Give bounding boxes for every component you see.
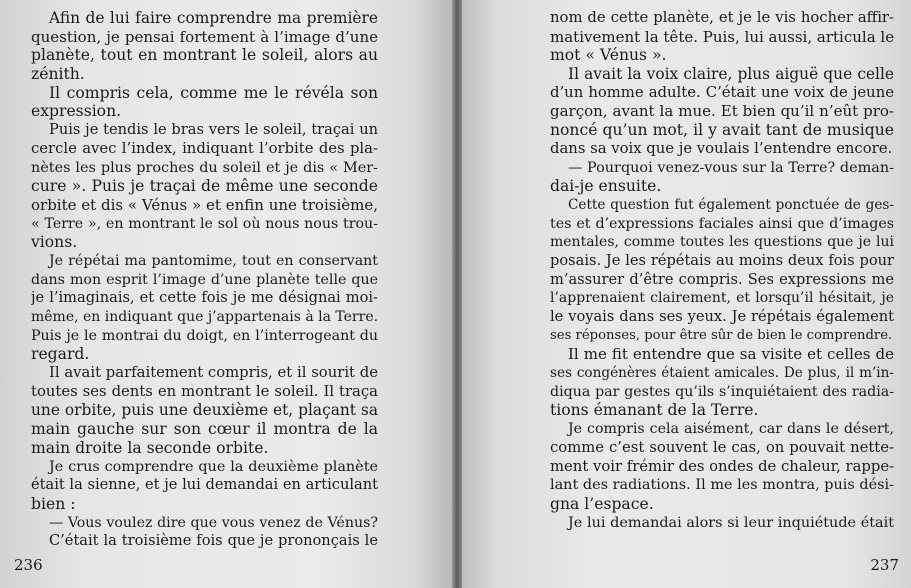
text-line: Puis je le montrai du doigt, en l’interrogeant du [31,327,378,344]
text-line: C’était la troisième fois que je prononçais le [49,532,378,550]
text-line: Il compris cela, comme me le révéla son [49,83,378,102]
text-line: cercle avec l’index, indiquant l’orbite des pla- [31,139,378,157]
text-line: garçon, avant la mue. Et bien qu’il n’eût pro- [550,102,894,121]
text-line: regard. [31,345,90,364]
text-line: comme c’est souvent le cas, on pouvait nette- [550,438,894,456]
text-line: même, en indiquant que j’appartenais à la Terre. [31,309,378,325]
text-line: l’apprenaient clairement, et lorsqu’il hésitait, je [550,290,894,307]
text-line: posais. Je les répétais au moins deux fois pour [550,251,894,269]
text-line: noncé qu’un mot, il y avait tant de musique [550,121,894,140]
text-line: ses réponses, pour être sûr de bien le comprendre. [550,327,893,343]
right-page-text [550,9,894,532]
text-line: Il avait parfaitement compris, et il sourit de [49,364,378,382]
text-line: une orbite, puis une deuxième et, plaçant sa [31,401,378,420]
text-line: Je compris cela aisément, car dans le désert, [568,421,894,438]
text-line: mativement la tête. Puis, lui aussi, articula le [550,27,894,46]
text-line: Je crus comprendre que la deuxième planète [49,458,378,475]
text-line: cure ». Puis je traçai de même une seconde [31,177,378,196]
text-line: zénith. [31,65,85,84]
text-line: m’assurer d’être compris. Ses expressions me [550,270,894,288]
text-line: main droite la seconde orbite. [31,438,269,457]
text-line: ses congénères étaient amicales. De plus, il m’in- [550,365,894,382]
text-line: lant des radiations. Il me les montra, puis dési- [550,477,894,494]
text-line: tes et d’expressions faciales ainsi que d’images [550,215,894,232]
text-line: tions émanant de la Terre. [550,401,759,420]
text-line: main gauche sur son cœur il montra de la [31,420,378,439]
text-line: Puis je tendis le bras vers le soleil, traçai un [49,121,378,139]
text-line: dans sa voix que je voulais l’entendre encore. [550,139,893,157]
book-gutter [452,0,462,588]
text-line: nètes les plus proches du soleil et je dis « Mer- [31,159,378,176]
text-line: mot « Vénus ». [550,46,667,65]
text-line: ment voir frémir des ondes de chaleur, rappe- [550,457,894,475]
text-line: d’un homme adulte. C’était une voix de jeune [550,83,894,101]
text-line: dans mon esprit l’image d’une planète telle que [31,271,378,288]
left-page-text [31,9,378,551]
text-line: Je lui demandai alors si leur inquiétude était [568,514,894,531]
text-line: mentales, comme toutes les questions que je lui [550,234,894,251]
text-line: diqua par gestes qu’ils s’inquiétaient des radia- [550,383,894,400]
text-line: dai-je ensuite. [550,177,662,196]
text-line: orbite et dis « Vénus » et enfin une troisième, [31,195,378,214]
text-line: toutes ses dents en montrant le soleil. Il traça [31,382,378,400]
text-line: était la sienne, et je lui demandai en articulant [31,476,378,494]
text-line: « Terre », en montrant le sol où nous nous trou- [31,215,378,232]
left-page [0,0,452,588]
left-page-number: 236 [14,556,43,574]
text-line: je l’imaginais, et cette fois je me désignai moi- [31,289,378,307]
text-line: gna l’espace. [550,494,654,513]
text-line: expression. [31,102,122,121]
text-line: Afin de lui faire comprendre ma première [49,9,378,27]
text-line: vions. [31,233,78,252]
text-line: le voyais dans ses yeux. Je répétais également [550,308,894,325]
text-line: question, je pensai fortement à l’image d’une [31,27,378,46]
right-page [462,0,911,588]
text-line: bien : [31,494,76,513]
text-line: Il me fit entendre que sa visite et celles de [568,345,894,364]
text-line: — Vous voulez dire que vous venez de Vénus? [49,514,378,531]
right-page-number: 237 [870,556,899,574]
text-line: — Pourquoi venez-vous sur la Terre? deman- [568,159,894,176]
text-line: Je répétai ma pantomime, tout en conservant [49,252,378,269]
text-line: Il avait la voix claire, plus aiguë que celle [568,65,894,84]
text-line: Cette question fut également ponctuée de ges- [568,196,894,213]
text-line: nom de cette planète, et je le vis hocher affir- [550,9,894,26]
text-line: planète, tout en montrant le soleil, alors au [31,46,378,65]
